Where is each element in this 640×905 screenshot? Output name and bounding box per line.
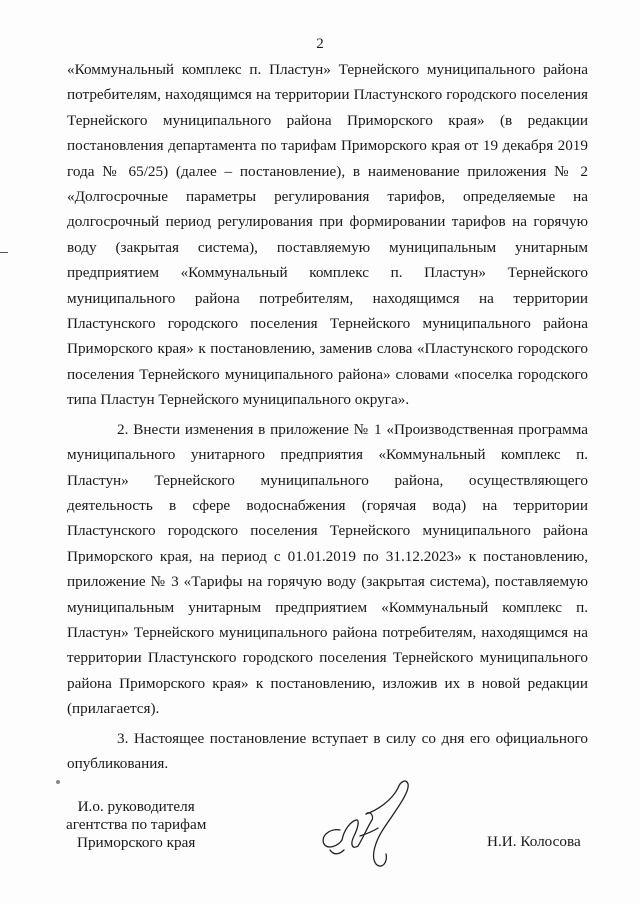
signatory-title-line-1: И.о. руководителя	[77, 798, 195, 815]
page-number: 2	[316, 36, 324, 52]
signatory-name: Н.И. Колосова	[487, 833, 581, 850]
signatory-title-block	[66, 798, 206, 852]
paragraph-continuation: «Коммунальный комплекс п. Пластун» Тернейского муниципального района потребителям, находящимся на территории Пластунского городского поселения Тернейского муниципального района Приморского края» (в редакции постановления департамента по тарифам Приморского края от 19 декабря 2019 года № 65/25) (далее – постановление), в наименование приложения № 2 «Долгосрочные параметры регулирования тарифов, определяемые на долгосрочный период регулирования при формировании тарифов на горячую воду (закрытая система), поставляемую муниципальным унитарным предприятием «Коммунальный комплекс п. Пластун» Тернейского муниципального района потребителям, находящимся на территории Пластунского городского поселения Тернейского муниципального района Приморского края» к постановлению, заменив слова «Пластунского городского поселения Тернейского муниципального района» словами «поселка городского типа Пластун Тернейского муниципального округа».	[67, 61, 588, 409]
margin-mark	[0, 252, 8, 253]
handwritten-signature	[300, 770, 430, 880]
signatory-title-line-2: агентства по тарифам	[66, 816, 207, 833]
paragraph-item-2: 2. Внести изменения в приложение № 1 «Производственная программа муниципального унитарного предприятия «Коммунальный комплекс п. Пластун» Тернейского муниципального района, осуществляющего деятельность в сфере водоснабжения (горячая вода) на территории Пластунского городского поселения Тернейского муниципального района Приморского края, на период с 01.01.2019 по 31.12.2023» к постановлению, приложение № 3 «Тарифы на горячую воду (закрытая система), поставляемую муниципальным унитарным предприятием «Коммунальный комплекс п. Пластун» Тернейского муниципального района потребителям, находящимся на территории Пластунского городского поселения Тернейского муниципального района Приморского края» к постановлению, изложив их в новой редакции (прилагается).	[67, 420, 588, 718]
document-body	[67, 57, 588, 776]
margin-dot	[56, 780, 60, 784]
paragraph-item-3: 3. Настоящее постановление вступает в силу со дня его официального опубликования.	[67, 729, 588, 772]
signatory-title-line-3: Приморского края	[76, 834, 196, 851]
